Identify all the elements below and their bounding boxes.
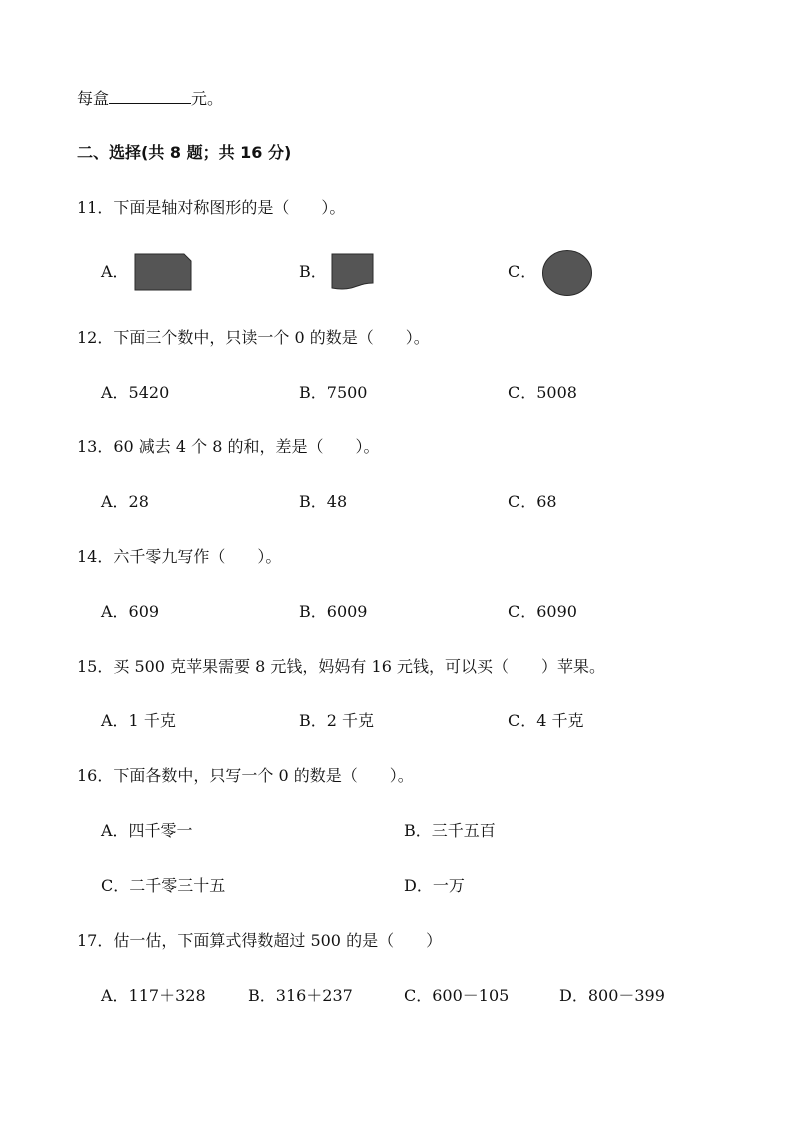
fill-in-line (77, 88, 223, 109)
option-13-b[interactable]: B．48 (299, 492, 348, 511)
option-13-c[interactable]: C．68 (508, 492, 557, 511)
option-16-b[interactable]: B．三千五百 (404, 821, 496, 840)
option-14-a[interactable]: A．609 (101, 602, 160, 621)
option-16-c[interactable]: C．二千零三十五 (101, 876, 226, 895)
option-12-c[interactable]: C．5008 (508, 383, 577, 402)
question-stem-11: 11．下面是轴对称图形的是（ ）。 (77, 198, 346, 217)
option-11-b[interactable]: B． (299, 262, 327, 281)
option-16-a[interactable]: A．四千零一 (101, 821, 193, 840)
option-15-a[interactable]: A．1 千克 (101, 711, 176, 730)
option-14-c[interactable]: C．6090 (508, 602, 577, 621)
question-stem-12: 12．下面三个数中，只读一个 0 的数是（ ）。 (77, 328, 430, 347)
question-stem-14: 14．六千零九写作（ ）。 (77, 547, 282, 566)
option-12-b[interactable]: B．7500 (299, 383, 368, 402)
option-15-b[interactable]: B．2 千克 (299, 711, 375, 730)
shape-c-circle (541, 249, 593, 297)
section-title: 二、选择(共 8 题；共 16 分) (77, 143, 292, 162)
option-17-d[interactable]: D．800－399 (559, 986, 665, 1005)
option-13-a[interactable]: A．28 (101, 492, 149, 511)
option-16-d[interactable]: D．一万 (404, 876, 465, 895)
fill-in-suffix: 元。 (191, 89, 224, 108)
option-17-c[interactable]: C．600－105 (404, 986, 510, 1005)
shape-b-wavy-rectangle (331, 253, 374, 291)
option-11-c[interactable]: C． (508, 262, 537, 281)
question-stem-15: 15．买 500 克苹果需要 8 元钱，妈妈有 16 元钱，可以买（ ）苹果。 (77, 657, 605, 676)
option-17-b[interactable]: B．316＋237 (248, 986, 353, 1005)
question-stem-17: 17．估一估，下面算式得数超过 500 的是（ ） (77, 931, 443, 950)
fill-in-prefix: 每盒 (77, 89, 110, 108)
question-stem-13: 13．60 减去 4 个 8 的和，差是（ ）。 (77, 437, 380, 456)
question-stem-16: 16．下面各数中，只写一个 0 的数是（ ）。 (77, 766, 414, 785)
answer-blank[interactable] (109, 88, 191, 104)
shape-a-clipped-rectangle (134, 253, 192, 291)
option-12-a[interactable]: A．5420 (101, 383, 170, 402)
option-17-a[interactable]: A．117＋328 (101, 986, 206, 1005)
option-15-c[interactable]: C．4 千克 (508, 711, 584, 730)
option-14-b[interactable]: B．6009 (299, 602, 368, 621)
option-11-a[interactable]: A． (101, 262, 129, 281)
